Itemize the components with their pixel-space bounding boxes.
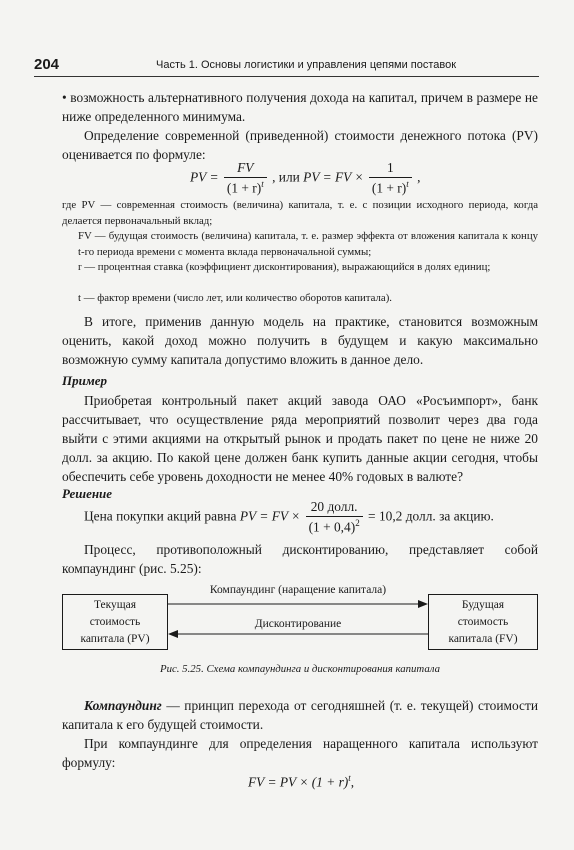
- page-number: 204: [34, 56, 60, 73]
- compounding-definition: — принцип перехода от сегодняшней (т. е. текущей) стоимости капитала к его будущей стоимости.: [62, 698, 538, 732]
- definition-t: t — фактор времени (число лет, или количество оборотов капитала).: [78, 292, 392, 304]
- fv-formula: [248, 773, 388, 790]
- pv-fraction: [224, 160, 267, 196]
- current-value-box: [62, 594, 168, 650]
- figure-caption: Рис. 5.25. Схема компаундинга и дисконтирования капитала: [160, 663, 440, 675]
- fv-formula-exponent: t: [348, 773, 351, 783]
- page-header: [34, 56, 539, 77]
- solution-numerator: 20 долл.: [306, 499, 363, 517]
- current-value-line-2: стоимость: [89, 615, 141, 628]
- pv-fraction-2: [369, 160, 412, 196]
- current-value-line-3: капитала (PV): [80, 632, 150, 645]
- running-title: Часть 1. Основы логистики и управления цепями поставок: [156, 59, 457, 71]
- example-heading: Пример: [62, 373, 108, 388]
- solution-prefix: Цена покупки акций равна: [84, 508, 237, 524]
- future-value-box: [428, 594, 538, 650]
- pv-formula-lhs-2: PV = FV ×: [303, 169, 364, 185]
- discounting-label: Дисконтирование: [254, 618, 342, 630]
- definition-fv: FV — будущая стоимость (величина) капитала, т. е. размер эффекта от вложения капитала к концу t-го периода времени с момента вклада первоначальной суммы;: [78, 230, 538, 258]
- compounding-label: Компаундинг (наращение капитала): [178, 584, 418, 596]
- compounding-term: Компаундинг: [84, 698, 162, 713]
- solution-denominator: (1 + 0,4): [308, 519, 356, 535]
- solution-result: = 10,2 долл. за акцию.: [368, 508, 494, 524]
- definition-paragraph: Определение современной (приведенной) стоимости денежного потока (PV) оценивается по формуле:: [62, 128, 538, 162]
- solution-heading: Решение: [62, 486, 113, 501]
- pv-fraction-2-exponent: t: [406, 179, 409, 189]
- definition-pv: где PV — современная стоимость (величина) капитала, т. е. с позиции исходного периода, когда делается первоначальный вклад;: [62, 199, 538, 227]
- pv-fraction-2-numerator: 1: [369, 160, 412, 178]
- process-paragraph: Процесс, противоположный дисконтированию, представляет собой компаундинг (рис. 5.25):: [62, 542, 538, 576]
- pv-formula-lhs: PV =: [190, 169, 219, 185]
- current-value-line-1: Текущая: [93, 598, 137, 611]
- solution-formula: [84, 499, 534, 539]
- fv-formula-tail: ,: [350, 774, 355, 790]
- solution-fraction: [306, 499, 363, 535]
- summary-paragraph: В итоге, применив данную модель на практике, становится возможным оценить, какой доход можно получить в будущем и какую максимально возможную сумму капитала допустимо вложить в данное дело.: [62, 314, 538, 367]
- fv-formula-main: FV = PV × (1 + r): [248, 774, 349, 790]
- solution-exponent: 2: [355, 518, 360, 528]
- discounting-arrow: [168, 630, 428, 638]
- definition-r: r — процентная ставка (коэффициент дисконтирования), выражающийся в долях единиц;: [78, 261, 491, 273]
- pv-fraction-2-denominator: (1 + r): [371, 180, 407, 196]
- future-value-line-2: стоимость: [457, 615, 509, 628]
- compounding-formula-intro: При компаундинге для определения наращенного капитала используют формулу:: [62, 736, 538, 770]
- compounding-paragraph: [62, 696, 538, 734]
- pv-formula-tail: ,: [417, 169, 421, 185]
- future-value-line-1: Будущая: [461, 598, 505, 611]
- bullet-paragraph: • возможность альтернативного получения дохода на капитал, причем в размере не ниже определенного минимума.: [62, 90, 538, 124]
- pv-formula-separator: , или: [272, 169, 300, 185]
- example-paragraph: Приобретая контрольный пакет акций завода ОАО «Росъимпорт», банк рассчитывает, что осуществление ряда мероприятий позволит через два года выйти с этими акциями на открытый рынок и продать пакет по цене не ниже 20 долл. за акцию. По какой цене должен банк купить данные акции сегодня, чтобы обеспечить себе уровень доходности не менее 40% годовых в валюте?: [62, 393, 538, 484]
- pv-fraction-exponent: t: [261, 179, 264, 189]
- solution-lhs: PV = FV ×: [239, 508, 301, 524]
- pv-fraction-denominator: (1 + r): [226, 180, 262, 196]
- future-value-line-3: капитала (FV): [448, 632, 518, 645]
- compounding-arrow: [168, 600, 428, 608]
- pv-formula: [190, 160, 460, 200]
- pv-fraction-numerator: FV: [224, 160, 267, 178]
